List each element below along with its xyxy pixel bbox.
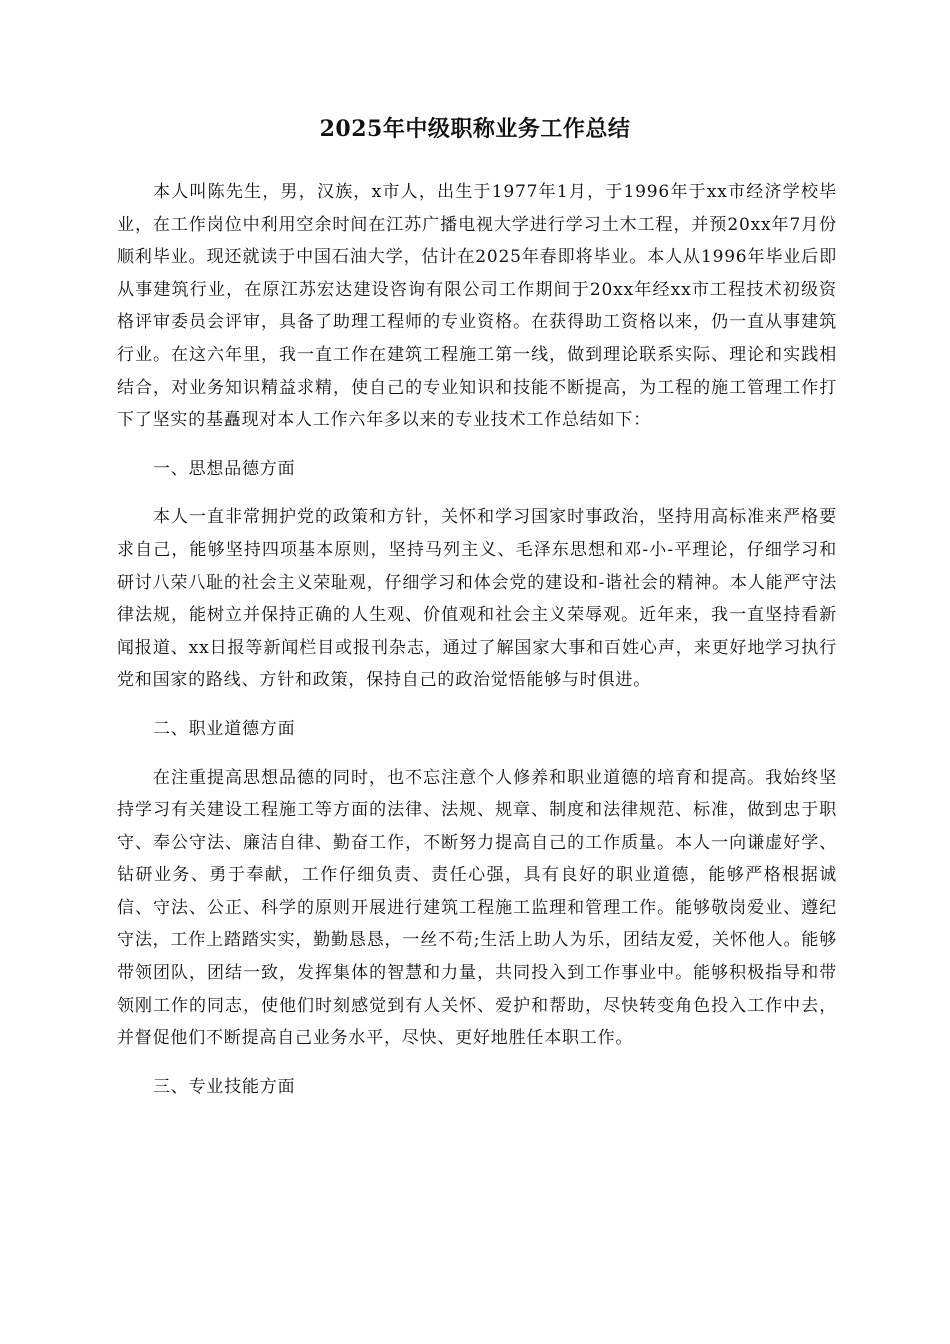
document-body [117,176,837,1103]
ideology-paragraph: 本人一直非常拥护党的政策和方针，关怀和学习国家时事政治，坚持用高标准来严格要求自己，能够坚持四项基本原则，坚持马列主义、毛泽东思想和邓-小-平理论，仔细学习和研讨八荣八耻的社会主义荣耻观，仔细学习和体会党的建设和-谐社会的精神。本人能严守法律法规，能树立并保持正确的人生观、价值观和社会主义荣辱观。近年来，我一直坚持看新闻报道、xx日报等新闻栏目或报刊杂志，通过了解国家大事和百姓心声，来更好地学习执行党和国家的路线、方针和政策，保持自己的政治觉悟能够与时俱进。 [117,507,837,691]
section-heading-professional-skills: 三、专业技能方面 [153,1076,296,1097]
section-heading-professional-ethics: 二、职业道德方面 [153,718,296,739]
section-heading-ideology: 一、思想品德方面 [153,458,296,479]
document-title: 2025年中级职称业务工作总结 [319,116,631,142]
intro-paragraph: 本人叫陈先生，男，汉族，x市人，出生于1977年1月，于1996年于xx市经济学校毕业，在工作岗位中利用空余时间在江苏广播电视大学进行学习土木工程，并预20xx年7月份顺利毕业。现还就读于中国石油大学，估计在2025年春即将毕业。本人从1996年毕业后即从事建筑行业，在原江苏宏达建设咨询有限公司工作期间于20xx年经xx市工程技术初级资格评审委员会评审，具备了助理工程师的专业资格。在获得助工资格以来，仍一直从事建筑行业。在这六年里，我一直工作在建筑工程施工第一线，做到理论联系实际、理论和实践相结合，对业务知识精益求精，使自己的专业知识和技能不断提高，为工程的施工管理工作打下了坚实的基矗现对本人工作六年多以来的专业技术工作总结如下： [117,182,837,431]
professional-ethics-paragraph: 在注重提高思想品德的同时，也不忘注意个人修养和职业道德的培育和提高。我始终坚持学习有关建设工程施工等方面的法律、法规、规章、制度和法律规范、标准，做到忠于职守、奉公守法、廉洁自律、勤奋工作，不断努力提高自己的工作质量。本人一向谦虚好学、钻研业务、勇于奉献，工作仔细负责、责任心强，具有良好的职业道德，能够严格根据诚信、守法、公正、科学的原则开展进行建筑工程施工监理和管理工作。能够敬岗爱业、遵纪守法，工作上踏踏实实，勤勤恳恳，一丝不苟;生活上助人为乐，团结友爱，关怀他人。能够带领团队，团结一致，发挥集体的智慧和力量，共同投入到工作事业中。能够积极指导和带领刚工作的同志，使他们时刻感觉到有人关怀、爱护和帮助，尽快转变角色投入工作中去，并督促他们不断提高自己业务水平，尽快、更好地胜任本职工作。 [117,767,837,1049]
